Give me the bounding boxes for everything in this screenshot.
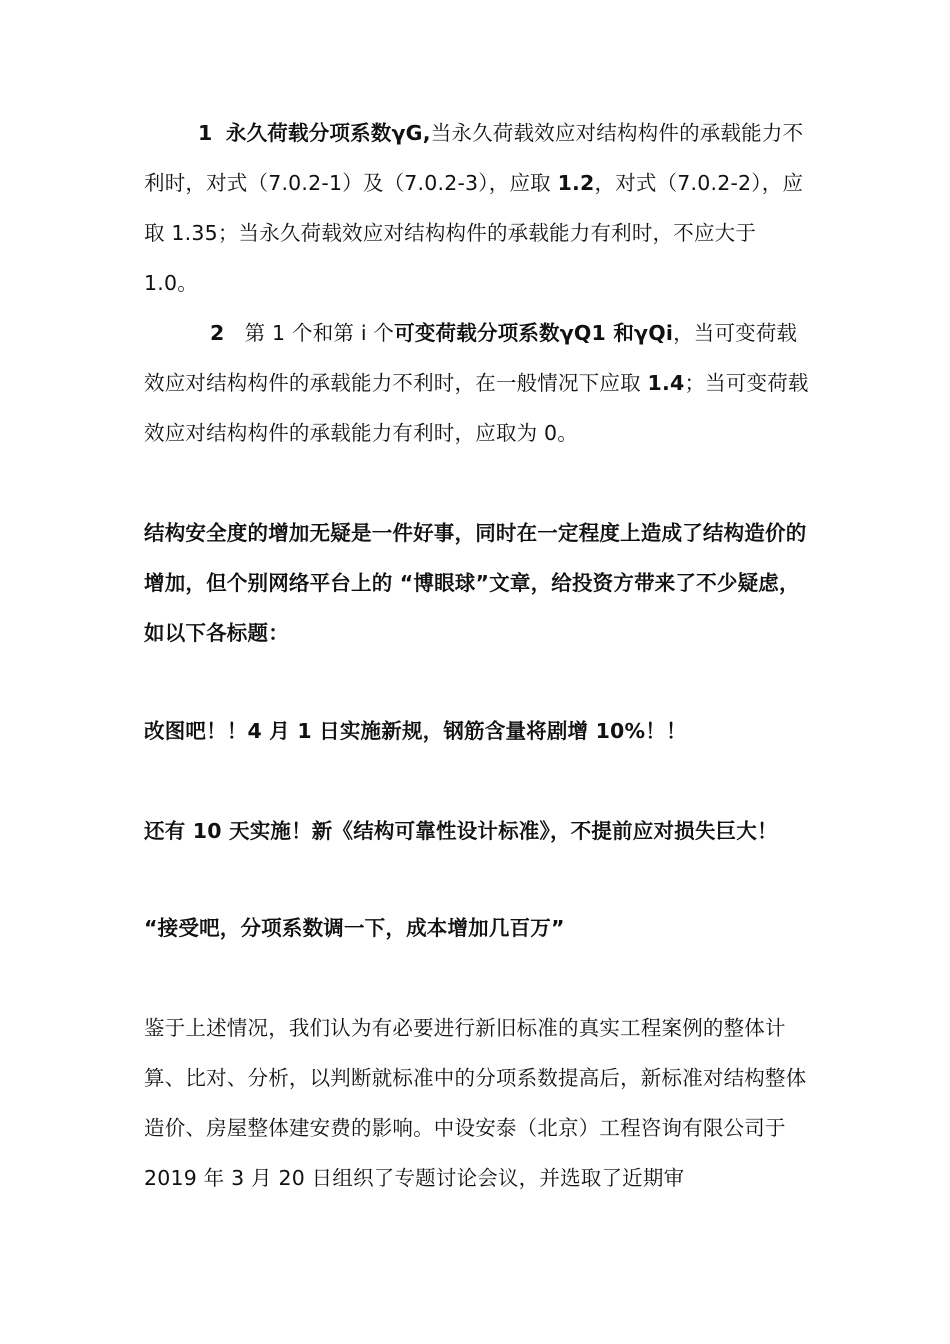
clause-1-paragraph — [144, 108, 814, 308]
clause-text: 当永久荷载效应对结构构件的承载能力不利时，对式（7.0.2-1）及（7.0.2-3），应取 — [144, 121, 804, 195]
intro-bold-paragraph: 结构安全度的增加无疑是一件好事，同时在一定程度上造成了结构造价的增加，但个别网络平台上的 “博眼球”文章，给投资方带来了不少疑虑，如以下各标题： — [144, 521, 807, 645]
headline-3: “接受吧，分项系数调一下，成本增加几百万” — [144, 916, 565, 940]
clause-number: 1 — [198, 121, 213, 145]
clause-number: 2 — [210, 321, 225, 345]
clause-text: ，对式（7.0.2-2），应取 1.35；当永久荷载效应对结构构件的承载能力有利时，不应大于 1.0。 — [144, 171, 804, 295]
clause-text: 第 1 个和第 i 个 — [244, 321, 395, 345]
clause-2-paragraph — [144, 308, 814, 458]
headline-1: 改图吧！！4 月 1 日实施新规，钢筋含量将剧增 10%！！ — [144, 719, 687, 743]
clause-term: 可变荷载分项系数γQ1 和γQi — [394, 321, 674, 345]
clause-value: 1.4 — [647, 371, 685, 395]
headline-2: 还有 10 天实施！新《结构可靠性设计标准》，不提前应对损失巨大！ — [144, 819, 778, 843]
clause-text: ；当可变荷载效应对结构构件的承载能力有利时，应取为 0。 — [144, 371, 809, 445]
clause-term: 永久荷载分项系数γG, — [225, 121, 431, 145]
body-paragraph: 鉴于上述情况，我们认为有必要进行新旧标准的真实工程案例的整体计算、比对、分析，以判断就标准中的分项系数提高后，新标准对结构整体造价、房屋整体建安费的影响。中设安泰（北京）工程咨询有限公司于 2019 年 3 月 20 日组织了专题讨论会议，并选取了近期审 — [144, 1016, 807, 1190]
clause-value: 1.2 — [557, 171, 595, 195]
clause-text: ，当可变荷载效应对结构构件的承载能力不利时，在一般情况下应取 — [144, 321, 798, 395]
